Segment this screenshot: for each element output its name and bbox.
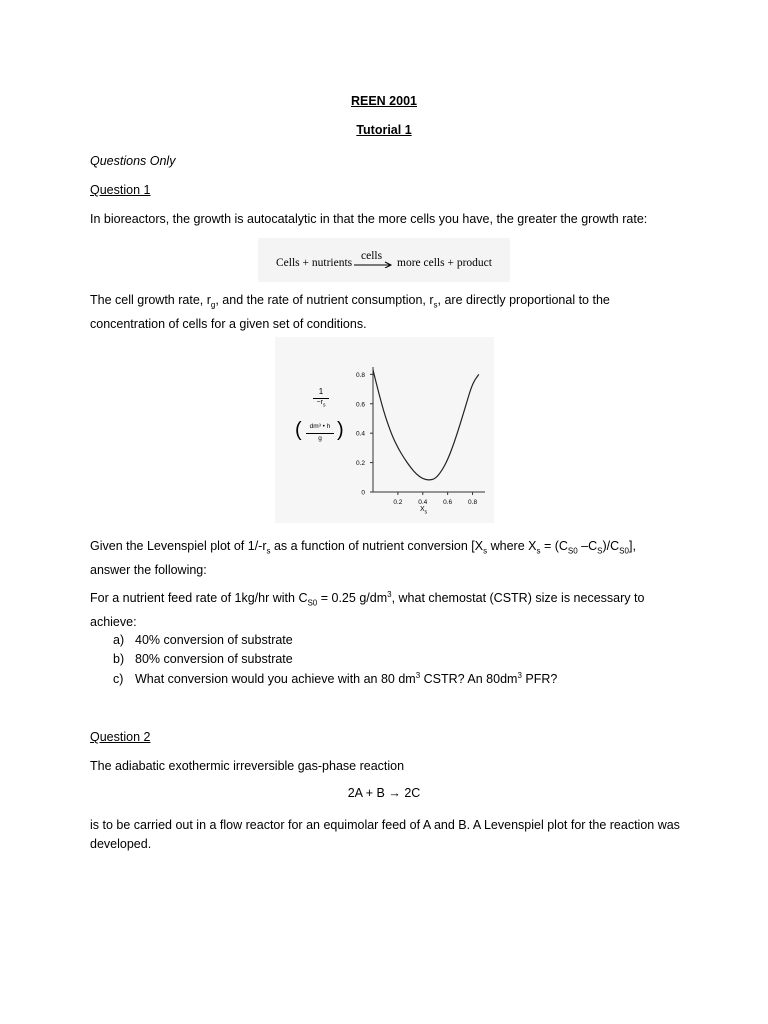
list-item-a: a) 40% conversion of substrate xyxy=(113,633,293,647)
reaction-scheme-image xyxy=(258,238,510,282)
question-2-reaction: 2A + B → 2C xyxy=(347,786,421,800)
y-tick-label: 0.8 xyxy=(355,371,365,379)
ylabel-units-den: g xyxy=(318,435,322,442)
ylabel-mid: $-r_s$ xyxy=(316,399,326,409)
course-code: REEN 2001 xyxy=(350,94,417,108)
y-tick-label: 0.6 xyxy=(355,401,365,409)
list-item-c: c) What conversion would you achieve with an 80 $dm^3$ CSTR? An $80dm^3$ PFR? xyxy=(113,671,558,687)
reaction-left: Cells + nutrients xyxy=(276,257,353,269)
x-tick-label: 0.2 xyxy=(393,499,403,506)
ylabel-right-paren: ) xyxy=(337,419,344,441)
y-tick-label: 0.2 xyxy=(355,460,365,468)
reaction-catalyst: cells xyxy=(361,250,383,262)
data-series-line xyxy=(373,370,479,480)
question-2-text: is to be carried out in a flow reactor for an equimolar feed of A and B. A Levenspiel plot for the reaction was developed. xyxy=(90,818,680,851)
document-title: Tutorial 1 xyxy=(356,123,412,137)
feed-paragraph: For a nutrient feed rate of 1kg/hr with $C_{S0} = 0.25$ $g/dm^3$, what chemostat (CSTR) size is necessary to achieve: xyxy=(90,590,645,629)
ylabel-left-paren: ( xyxy=(295,419,302,441)
ylabel-top: 1 xyxy=(318,387,324,396)
given-paragraph: Given the Levenspiel plot of $1/-r_s$ as a function of nutrient conversion [$X_s$ where $X_s = (C_{S0}$ $-C_S)/C_{S0}$], answer the following: xyxy=(90,539,636,577)
question-1-heading: Question 1 xyxy=(90,183,151,197)
question-2-intro: The adiabatic exothermic irreversible gas-phase reaction xyxy=(90,759,405,773)
document-subtitle: Questions Only xyxy=(90,154,176,168)
rates-paragraph: The cell growth rate, $r_g$, and the rate of nutrient consumption, $r_s$, are directly proportional to the concentration of cells for a given set of conditions. xyxy=(90,293,610,331)
x-tick-label: 0.8 xyxy=(468,499,478,506)
ylabel-units-bar xyxy=(306,433,334,434)
question-2-heading: Question 2 xyxy=(90,730,151,744)
question-1-intro: In bioreactors, the growth is autocatalytic in that the more cells you have, the greater the growth rate: xyxy=(90,212,648,226)
levenspiel-plot xyxy=(275,337,494,523)
y-tick-label: 0 xyxy=(361,489,365,497)
x-tick-label: 0.4 xyxy=(418,499,428,506)
reaction-right: more cells + product xyxy=(397,257,492,269)
ylabel-units: dm³ • h xyxy=(309,423,331,430)
reaction-arrow-icon xyxy=(354,258,394,268)
y-tick-label: 0.4 xyxy=(355,430,365,438)
levenspiel-plot-svg xyxy=(275,337,494,523)
x-tick-label: 0.6 xyxy=(443,499,453,506)
list-item-b: b) 80% conversion of substrate xyxy=(113,652,293,666)
xlabel: $X_s$ xyxy=(420,506,428,516)
